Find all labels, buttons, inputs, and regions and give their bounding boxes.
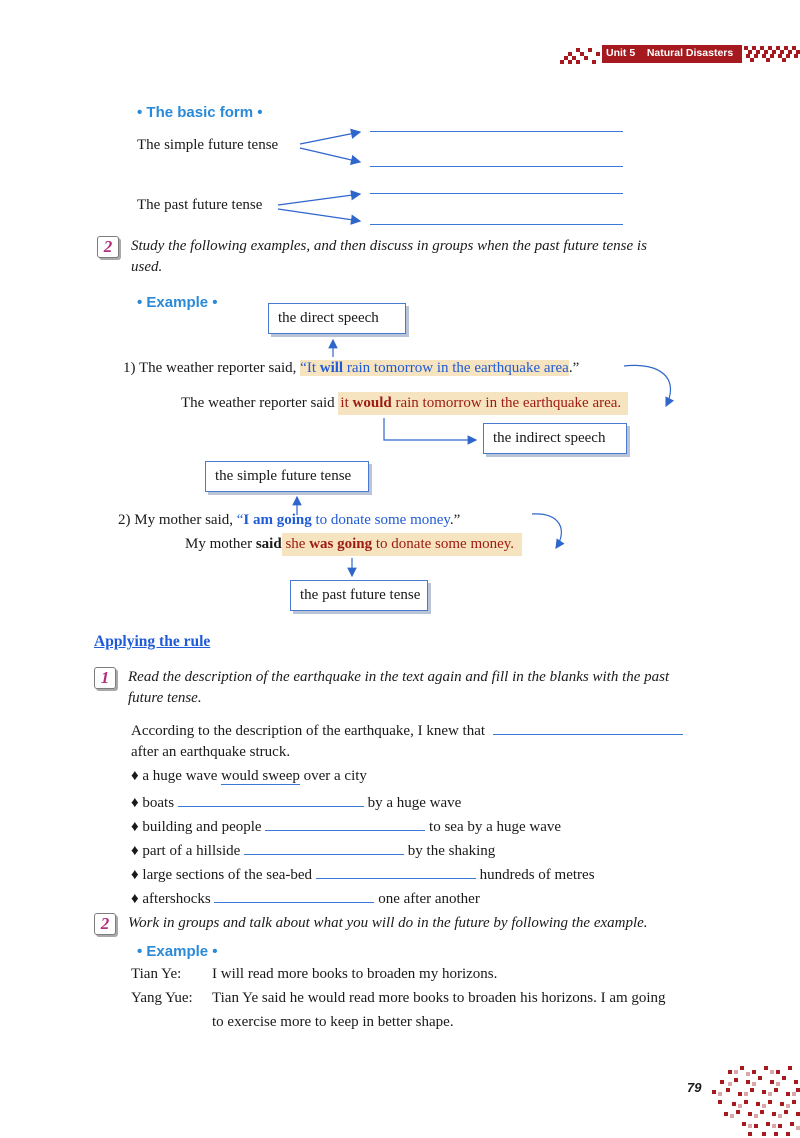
task1-instruction-line2: future tense. [128,690,202,706]
task-number-badge: 2 [97,236,119,258]
simple-future-label: The simple future tense [137,137,279,153]
task-number-badge: 2 [94,913,116,935]
answer-blank[interactable] [316,864,476,879]
task1-instruction-line1: Read the description of the earthquake in the text again and fill in the blanks with the past [128,669,670,685]
answer-blank[interactable] [178,792,364,807]
applying-heading: Applying the rule [94,633,211,650]
simple-future-box: the simple future tense [205,461,369,492]
dialogue-line: I will read more books to broaden my horizons. [212,966,498,982]
example-label: • Example • [137,943,218,960]
task2b-instruction: Work in groups and talk about what you will do in the future by following the example. [128,915,648,931]
answer-blank[interactable] [244,840,404,855]
task1-intro-line1: According to the description of the earthquake, I knew that [131,720,683,740]
direct-speech-box: the direct speech [268,303,406,334]
basic-form-label: • The basic form • [137,104,263,121]
example2-sentence: 2) My mother said, “I am going to donate some money.” [118,512,461,528]
example-label: • Example • [137,294,218,311]
task2-instruction-line1: Study the following examples, and then discuss in groups when the past future tense is [131,238,647,254]
bullet-item: ♦ boats by a huge wave [131,792,461,812]
page-number: 79 [687,1080,702,1095]
bullet-item: ♦ large sections of the sea-bed hundreds of metres [131,864,595,884]
bullet-item: ♦ a huge wave would sweep over a city [131,768,367,784]
header-title: Natural Disasters [646,47,734,59]
bullet-item: ♦ part of a hillside by the shaking [131,840,495,860]
task-number-badge: 1 [94,667,116,689]
answer-blank[interactable] [214,888,374,903]
speaker-label: Tian Ye: [131,966,182,982]
past-future-label: The past future tense [137,197,263,213]
task2-instruction-line2: used. [131,259,163,275]
bullet-item: ♦ aftershocks one after another [131,888,480,908]
answer-blank[interactable] [265,816,425,831]
indirect-speech-box: the indirect speech [483,423,627,454]
header-unit: Unit 5 [606,47,636,59]
answer-blank[interactable] [493,720,683,735]
dialogue-line: Tian Ye said he would read more books to broaden his horizons. I am going [212,990,666,1006]
example2-reported: My mother said she was going to donate some money. [185,536,522,553]
dialogue-line: to exercise more to keep in better shape. [212,1014,454,1030]
past-future-box: the past future tense [290,580,428,611]
task1-intro-line2: after an earthquake struck. [131,744,291,760]
example1-sentence: 1) The weather reporter said, “It will rain tomorrow in the earthquake area.” [123,360,580,376]
speaker-label: Yang Yue: [131,990,193,1006]
example1-reported: The weather reporter said it would rain tomorrow in the earthquake area. [181,395,628,412]
bullet-item: ♦ building and people to sea by a huge wave [131,816,561,836]
footer-checker-pattern [708,1066,800,1138]
